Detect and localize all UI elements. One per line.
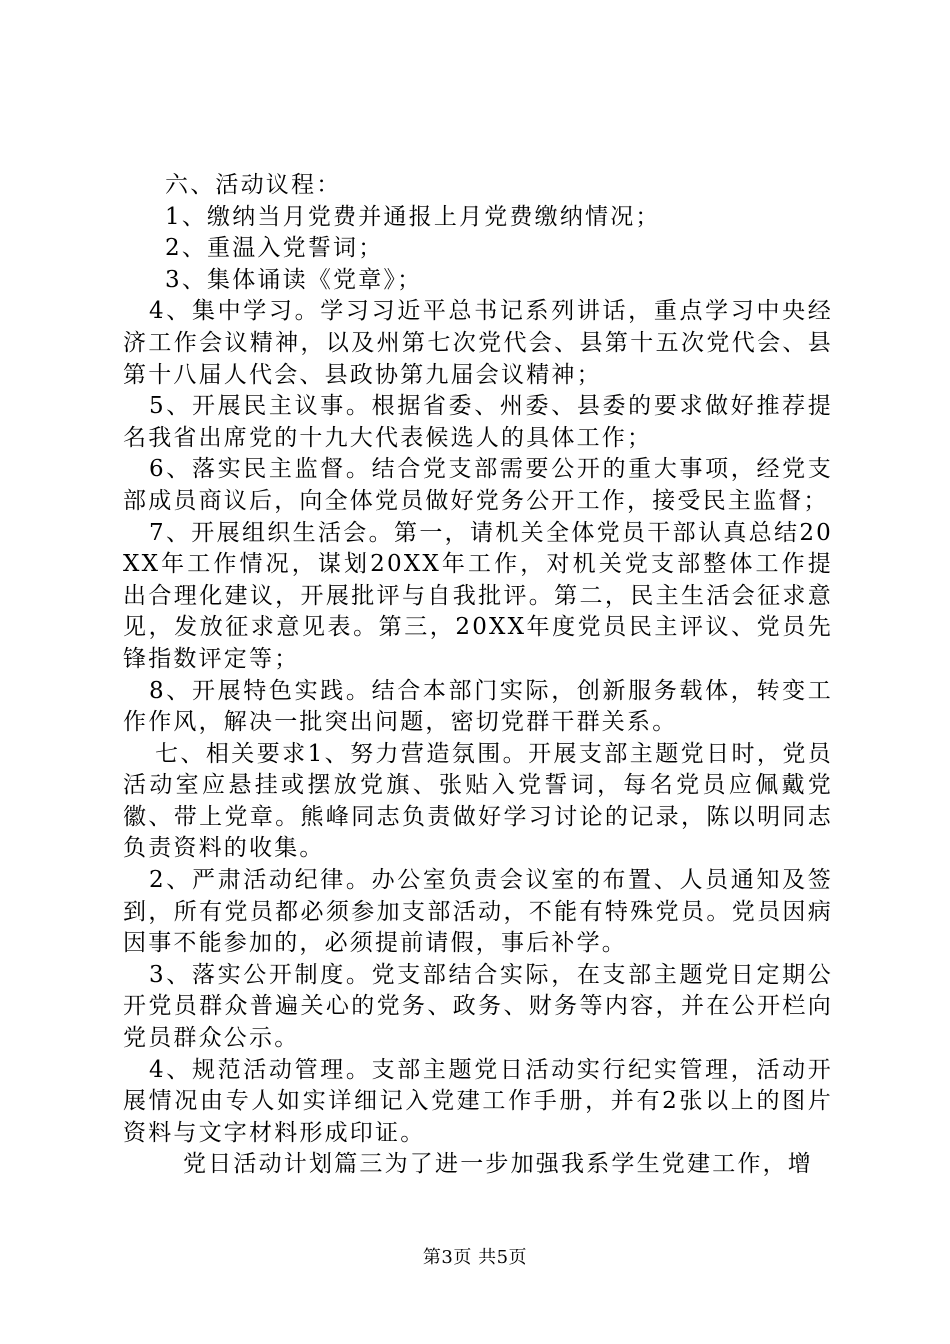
plan-three-intro: 党日活动计划篇三为了进一步加强我系学生党建工作，增: [183, 1151, 813, 1178]
page-footer: 第3页 共5页: [422, 1247, 528, 1268]
document-body: [123, 170, 833, 1181]
agenda-item-1: 1、缴纳当月党费并通报上月党费缴纳情况；: [165, 203, 661, 230]
requirement-4: 4、规范活动管理。支部主题党日活动实行纪实管理，活动开展情况由专人如实详细记入党建工作手册，并有2张以上的图片资料与文字材料形成印证。: [123, 1056, 833, 1146]
agenda-item-7: 7、开展组织生活会。第一，请机关全体党员干部认真总结20XX年工作情况，谋划20XX年工作，对机关党支部整体工作提出合理化建议，开展批评与自我批评。第二，民主生活会征求意见，发放征求意见表。第三，20XX年度党员民主评议、党员先锋指数评定等；: [123, 519, 833, 672]
agenda-item-4: 4、集中学习。学习习近平总书记系列讲话，重点学习中央经济工作会议精神，以及州第七次党代会、县第十五次党代会、县第十八届人代会、县政协第九届会议精神；: [123, 298, 833, 388]
section-heading-agenda: 六、活动议程：: [165, 172, 342, 198]
requirement-2: 2、严肃活动纪律。办公室负责会议室的布置、人员通知及签到，所有党员都必须参加支部活动，不能有特殊党员。党员因病因事不能参加的，必须提前请假，事后补学。: [123, 867, 833, 957]
agenda-item-3: 3、集体诵读《党章》；: [165, 266, 423, 293]
requirement-3: 3、落实公开制度。党支部结合实际，在支部主题党日定期公开党员群众普遍关心的党务、政务、财务等内容，并在公开栏向党员群众公示。: [123, 961, 833, 1052]
section-requirements: 七、相关要求1、努力营造氛围。开展支部主题党日时，党员活动室应悬挂或摆放党旗、张贴入党誓词，每名党员应佩戴党徽、带上党章。熊峰同志负责做好学习讨论的记录，陈以明同志负责资料的收集。: [123, 740, 833, 862]
agenda-item-6: 6、落实民主监督。结合党支部需要公开的重大事项，经党支部成员商议后，向全体党员做好党务公开工作，接受民主监督；: [123, 456, 833, 514]
agenda-item-2: 2、重温入党誓词；: [165, 235, 384, 262]
agenda-item-5: 5、开展民主议事。根据省委、州委、县委的要求做好推荐提名我省出席党的十九大代表候选人的具体工作；: [123, 393, 833, 451]
agenda-item-8: 8、开展特色实践。结合本部门实际，创新服务载体，转变工作作风，解决一批突出问题，密切党群干群关系。: [123, 677, 833, 736]
